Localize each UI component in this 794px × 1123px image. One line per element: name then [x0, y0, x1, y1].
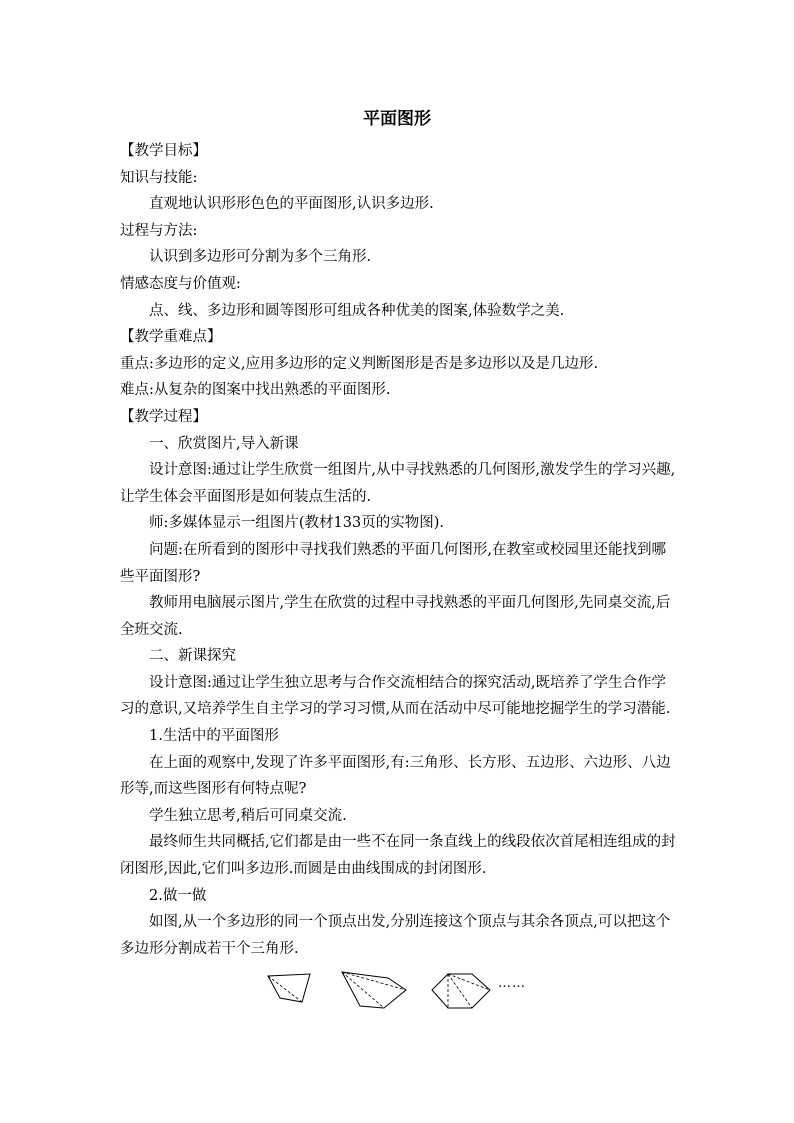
process-method-text: 认识到多边形可分割为多个三角形. — [149, 249, 372, 266]
key-point-text: 重点:多边形的定义,应用多边形的定义判断图形是否是多边形以及是几边形. — [120, 355, 599, 372]
sub1-text2: 学生独立思考,稍后可同桌交流. — [149, 807, 347, 824]
part1-title: 一、欣赏图片,导入新课 — [149, 435, 299, 452]
page-title: 平面图形 — [363, 109, 431, 129]
section-header-keypoints: 【教学重难点】 — [120, 329, 222, 346]
part1-question: 问题:在所看到的图形中寻找我们熟悉的平面几何图形,在教室或校园里还能找到哪些平面图形? — [120, 541, 666, 585]
section-header-objectives: 【教学目标】 — [120, 143, 207, 159]
part2-design: 设计意图:通过让学生独立思考与合作交流相结合的探究活动,既培养了学生合作学习的意识,又培养学生自主学习的学习习惯,从而在活动中尽可能地挖掘学生的学习潜能. — [120, 674, 671, 718]
document-body — [120, 138, 676, 962]
process-method-label: 过程与方法: — [120, 222, 198, 239]
sub2-title: 2.做一做 — [149, 887, 207, 904]
sub1-text1: 在上面的观察中,发现了许多平面图形,有:三角形、长方形、五边形、六边形、八边形等,而这些图形有何特点呢? — [120, 754, 671, 798]
part2-title: 二、新课探究 — [149, 648, 236, 665]
emotion-text: 点、线、多边形和圆等图形可组成各种优美的图案,体验数学之美. — [149, 302, 565, 319]
part1-teacher: 师:多媒体显示一组图片(教材133页的实物图). — [149, 515, 444, 532]
knowledge-text: 直观地认识形形色色的平面图形,认识多边形. — [149, 196, 434, 213]
hexagon-figure — [432, 974, 490, 1008]
sub2-text: 如图,从一个多边形的同一个顶点出发,分别连接这个顶点与其余各顶点,可以把这个多边形分割成若干个三角形. — [120, 914, 671, 957]
difficult-point-text: 难点:从复杂的图案中找出熟悉的平面图形. — [120, 382, 391, 399]
emotion-label: 情感态度与价值观: — [120, 275, 241, 292]
part1-design: 设计意图:通过让学生欣赏一组图片,从中寻找熟悉的几何图形,激发学生的学习兴趣,让学生体会平面图形是如何装点生活的. — [120, 462, 676, 505]
section-header-process: 【教学过程】 — [120, 408, 207, 425]
knowledge-label: 知识与技能: — [120, 169, 198, 186]
pentagon-figure — [342, 972, 406, 1008]
part1-activity: 教师用电脑展示图片,学生在欣赏的过程中寻找熟悉的平面几何图形,先同桌交流,后全班交流. — [120, 595, 671, 638]
sub1-text3: 最终师生共同概括,它们都是由一些不在同一条直线上的线段依次首尾相连组成的封闭图形,因此,它们叫多边形.而圆是由曲线围成的封闭图形. — [120, 834, 676, 878]
polygon-division-diagram — [260, 968, 500, 1018]
sub1-title: 1.生活中的平面图形 — [149, 728, 279, 745]
figure-ellipsis: …… — [498, 976, 526, 991]
quadrilateral-figure — [268, 974, 310, 1002]
